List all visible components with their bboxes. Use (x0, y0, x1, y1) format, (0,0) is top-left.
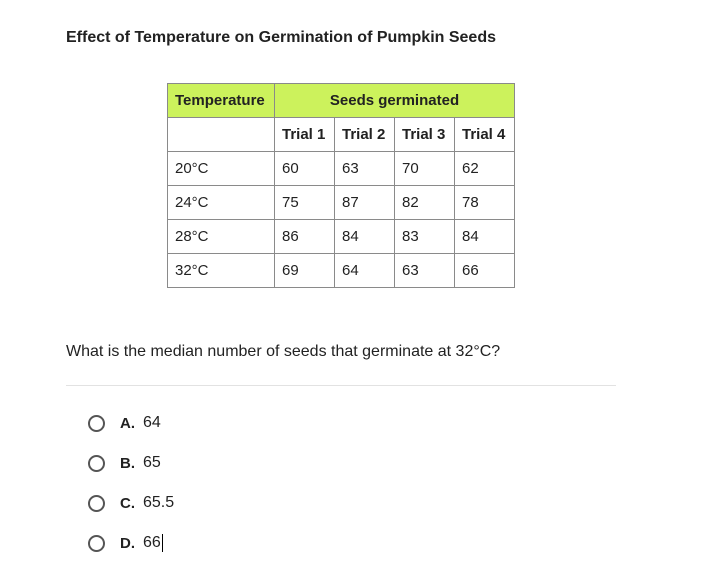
answer-option-b[interactable] (88, 451, 161, 475)
text-cursor (162, 534, 163, 552)
radio-button[interactable] (88, 455, 105, 472)
option-letter: A. (120, 414, 135, 432)
table-row (168, 254, 515, 288)
radio-button[interactable] (88, 535, 105, 552)
page-title: Effect of Temperature on Germination of Pumpkin Seeds (66, 29, 496, 46)
value-cell: 63 (395, 254, 455, 288)
option-text: 64 (143, 414, 161, 431)
table-row (168, 220, 515, 254)
value-cell: 82 (395, 186, 455, 220)
value-cell: 75 (275, 186, 335, 220)
value-cell: 87 (335, 186, 395, 220)
temperature-cell: 32°C (168, 254, 275, 288)
value-cell: 70 (395, 152, 455, 186)
divider (66, 385, 616, 386)
empty-cell (168, 118, 275, 152)
answer-option-a[interactable] (88, 411, 161, 435)
value-cell: 86 (275, 220, 335, 254)
table-row (168, 186, 515, 220)
temperature-cell: 20°C (168, 152, 275, 186)
header-trial-2: Trial 2 (335, 118, 395, 152)
value-cell: 84 (455, 220, 515, 254)
option-text: 65 (143, 454, 161, 471)
header-temperature: Temperature (168, 84, 275, 118)
table-subheader-row (168, 118, 515, 152)
value-cell: 69 (275, 254, 335, 288)
value-cell: 60 (275, 152, 335, 186)
value-cell: 84 (335, 220, 395, 254)
answer-option-d[interactable] (88, 531, 163, 555)
radio-button[interactable] (88, 495, 105, 512)
header-seeds-germinated: Seeds germinated (275, 84, 515, 118)
data-table (167, 83, 515, 288)
header-trial-1: Trial 1 (275, 118, 335, 152)
value-cell: 83 (395, 220, 455, 254)
option-letter: B. (120, 454, 135, 472)
radio-button[interactable] (88, 415, 105, 432)
header-trial-4: Trial 4 (455, 118, 515, 152)
option-letter: C. (120, 494, 135, 512)
value-cell: 78 (455, 186, 515, 220)
temperature-cell: 28°C (168, 220, 275, 254)
answer-option-c[interactable] (88, 491, 174, 515)
value-cell: 63 (335, 152, 395, 186)
option-text: 66 (143, 534, 161, 551)
option-letter: D. (120, 534, 135, 552)
option-text: 65.5 (143, 494, 175, 511)
table-header-row (168, 84, 515, 118)
header-trial-3: Trial 3 (395, 118, 455, 152)
value-cell: 64 (335, 254, 395, 288)
value-cell: 66 (455, 254, 515, 288)
question-text: What is the median number of seeds that germinate at 32°C? (66, 343, 501, 360)
value-cell: 62 (455, 152, 515, 186)
temperature-cell: 24°C (168, 186, 275, 220)
table-row (168, 152, 515, 186)
